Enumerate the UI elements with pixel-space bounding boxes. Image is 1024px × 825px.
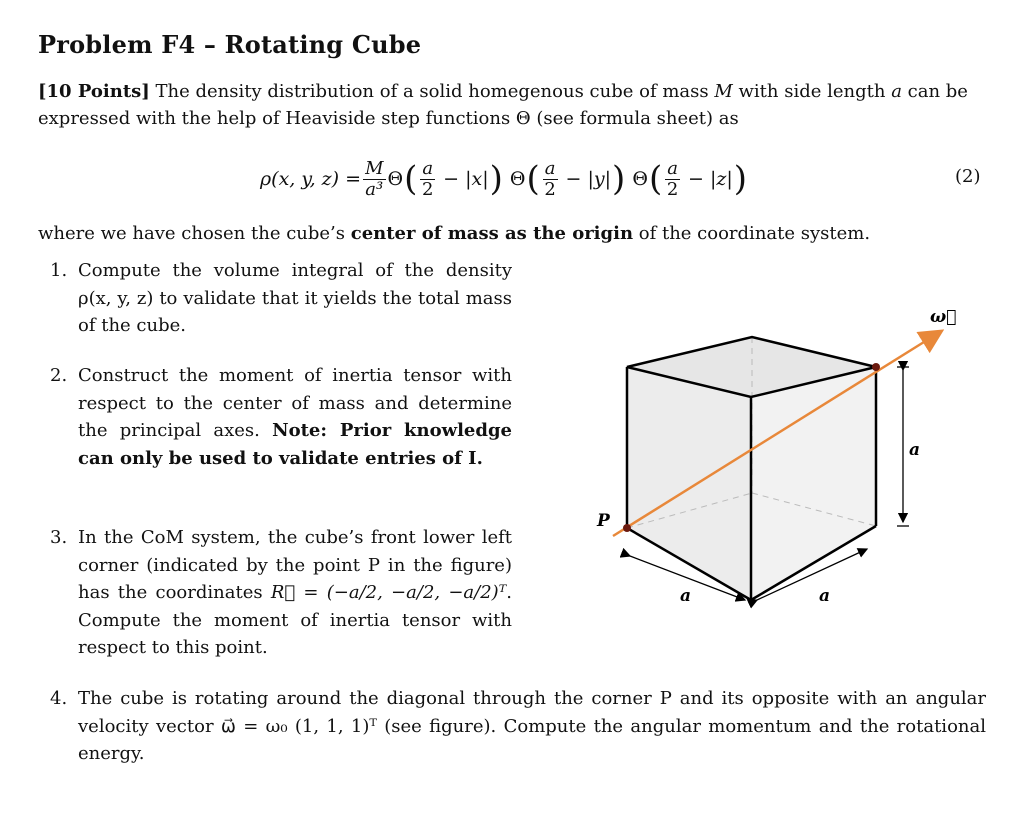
list-item: [50, 685, 986, 768]
desc-bold: center of mass as the origin: [350, 223, 634, 244]
desc-text-a: where we have chosen the cube’s: [38, 223, 351, 244]
item-number: 3.: [50, 527, 68, 548]
item-number: 2.: [50, 365, 68, 386]
list-item: [50, 524, 512, 662]
list-item: [50, 362, 512, 472]
label-a-height: a: [909, 440, 921, 460]
eq-abs-y: |y|: [587, 168, 612, 190]
cube-figure: [585, 300, 965, 620]
item-text: Compute the volume integral of the density ρ(x, y, z) to validate that it yields the total mass of the cube.: [78, 260, 512, 336]
eq-abs-x: |x|: [465, 168, 489, 190]
label-omega: ω⃗: [930, 307, 957, 327]
opposite-corner-dot: [872, 363, 880, 371]
eq-theta-2: Θ: [509, 168, 526, 190]
eq-half-den: 2: [666, 178, 679, 200]
eq-half-num: a: [544, 157, 556, 179]
item-text: Construct the moment of inertia tensor with respect to the center of mass and determine the principal axes.: [78, 365, 512, 441]
side-symbol: a: [891, 81, 902, 102]
eq-minus: −: [559, 168, 588, 190]
item-text: The cube is rotating around the diagonal through the corner P and its opposite with an angular velocity vector ω⃗ = ω₀ (1, 1, 1)ᵀ (see figure). Compute the angular momentum and the rotational energy.: [78, 688, 986, 764]
eq-minus: −: [681, 168, 710, 190]
eq-paren: ): [733, 159, 748, 199]
eq-paren: ): [612, 159, 626, 199]
corner-p-dot: [623, 524, 631, 532]
eq-half-den: 2: [544, 178, 556, 200]
eq-paren: ): [489, 159, 503, 199]
intro-text-c: can be expressed with the help of Heaviside step functions Θ (see formula sheet) as: [38, 81, 968, 129]
eq-theta-1: Θ: [387, 168, 404, 190]
eq-half-num: a: [667, 157, 678, 179]
eq-half-2: [543, 159, 558, 200]
label-a-front: a: [680, 586, 692, 606]
intro-paragraph: [38, 78, 988, 132]
eq-half-1: [420, 159, 435, 200]
intro-text-a: The density distribution of a solid homegenous cube of mass: [149, 81, 715, 102]
item-text: In the CoM system, the cube’s front lower left corner (indicated by the point P in the figure) has the coordinates: [78, 527, 512, 603]
eq-paren: (: [648, 159, 663, 199]
equation-number: (2): [955, 166, 981, 187]
item-body: [78, 362, 512, 472]
eq-paren: (: [526, 159, 540, 199]
label-a-side: a: [819, 586, 831, 606]
eq-half-num: a: [422, 157, 434, 179]
points-label: [10 Points]: [38, 81, 150, 102]
label-p: P: [597, 511, 610, 531]
item-number: 1.: [50, 260, 68, 281]
eq-lhs: ρ(x, y, z) =: [260, 168, 362, 190]
problem-title: Problem F4 – Rotating Cube: [38, 30, 422, 59]
desc-text-b: of the coordinate system.: [633, 223, 871, 244]
eq-minus: −: [437, 168, 466, 190]
item-text-end: . Compute the moment of inertia tensor with respect to this point.: [78, 582, 512, 658]
eq-half-den: 2: [421, 178, 434, 200]
eq-theta-3: Θ: [632, 168, 648, 190]
eq-frac-den: a³: [365, 178, 384, 200]
cube-right-face: [751, 367, 876, 600]
eq-half-3: [665, 159, 680, 200]
mass-symbol: M: [714, 81, 733, 102]
density-equation: [260, 150, 748, 208]
item-note: Note: Prior knowledge can only be used to validate entries of I.: [78, 420, 512, 469]
eq-paren: (: [404, 159, 418, 199]
list-item: [50, 257, 512, 340]
intro-text-b: with side length: [732, 81, 892, 102]
item-number: 4.: [50, 688, 68, 709]
item-body: [78, 524, 512, 662]
position-vector: R⃗ = (−a/2, −a/2, −a/2)ᵀ: [270, 582, 507, 603]
eq-fraction-mass: [363, 159, 385, 200]
description-paragraph: [38, 220, 988, 247]
eq-frac-num: M: [365, 157, 384, 179]
eq-abs-z: |z|: [709, 168, 733, 190]
